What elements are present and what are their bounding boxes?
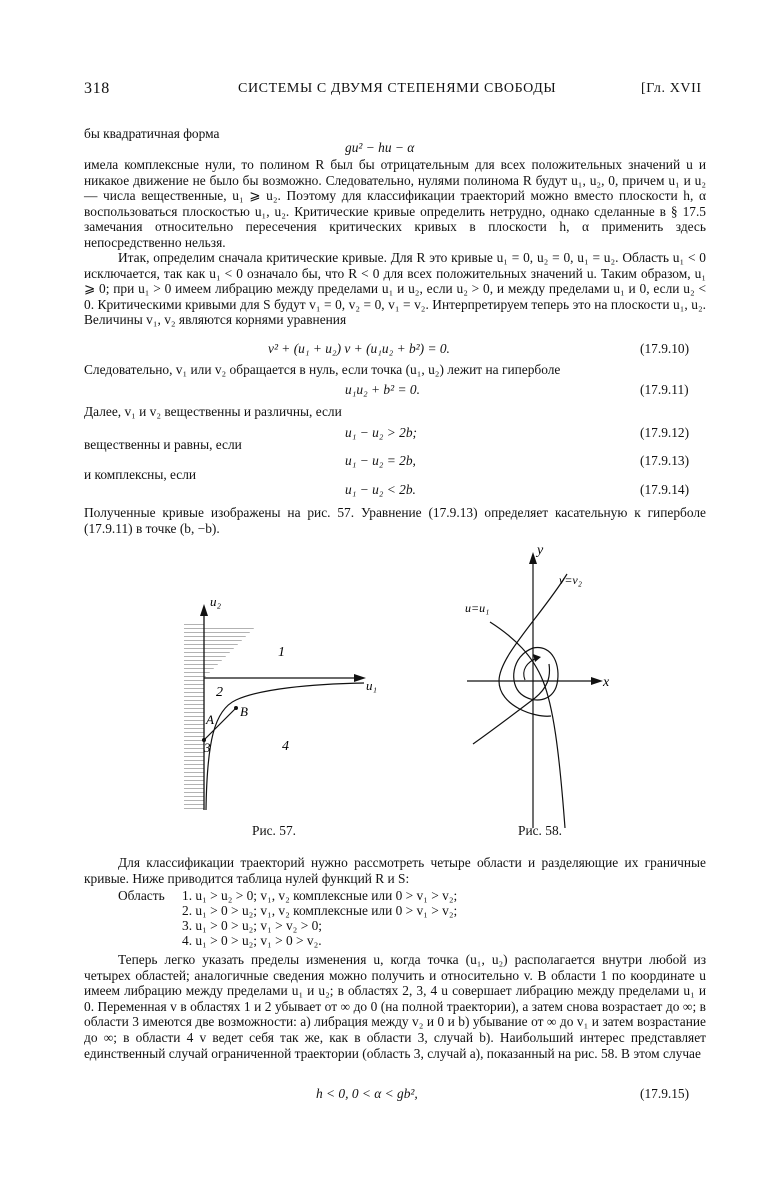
intro-lead: бы квадратичная форма	[84, 126, 220, 141]
classification-row: 1. u₁ > u₂ > 0; v₁, v₂ комплексные или 0 > v₁ > v₂;	[182, 888, 458, 903]
point-b-marker	[234, 706, 238, 710]
equation-label: (17.9.13)	[640, 453, 690, 468]
paragraph-2: Итак, определим сначала критические кривые. Для R это кривые u₁ = 0, u₂ = 0, u₁ = u₂. Область u₁ < 0 исключается, так как u₁ < 0 означало бы, что R < 0 для всех положительных значений u. Таким образом, u₁ ⩾ 0; при u₁ > 0 имеем либрацию между пределами u₁ и u₂, если u₂ > 0, и между пределами u₁ и 0, если u₂ < 0. Критическими кривыми для S будут v₁ = 0, v₂ = 0, v₁ = v₂. Интерпретируем теперь это на плоскости u₁, u₂. Величины v₁, v₂ являются корнями уравнения	[84, 250, 706, 328]
u1-arrow-icon	[354, 674, 366, 682]
quadratic-form: gu² − hu − α	[345, 140, 415, 155]
connector-4: и комплексны, если	[84, 467, 197, 482]
classification-row: 3. u₁ > 0 > u₂; v₁ > v₂ > 0;	[182, 918, 323, 933]
figure-57-caption: Рис. 57.	[252, 823, 296, 838]
connector-2: Далее, v₁ и v₂ вещественны и различны, если	[84, 404, 342, 419]
connector-5: Полученные кривые изображены на рис. 57. Уравнение (17.9.13) определяет касательную к гиперболе (17.9.11) в точке (b, −b).	[84, 505, 706, 536]
equation-label: (17.9.15)	[640, 1086, 690, 1101]
x-axis-label: x	[603, 675, 610, 690]
equation-formula: v² + (u₁ + u₂) v + (u₁u₂ + b²) = 0.	[268, 341, 450, 356]
figure-58	[455, 538, 625, 830]
classification-intro: Для классификации траекторий нужно рассмотреть четыре области и разделяющие их граничные кривые. Ниже приводится таблица нулей функций R и S:	[84, 855, 706, 886]
classification-row: 2. u₁ > 0 > u₂; v₁, v₂ комплексные или 0 > v₁ > v₂;	[182, 903, 458, 918]
region-3-label: 3	[204, 740, 211, 755]
equation-label: (17.9.14)	[640, 482, 690, 497]
page-number: 318	[84, 80, 110, 97]
y-axis-label: y	[537, 543, 544, 558]
chapter-label: [Гл. XVII	[641, 81, 702, 96]
running-title: СИСТЕМЫ С ДВУМЯ СТЕПЕНЯМИ СВОБОДЫ	[238, 81, 557, 96]
curve-u-label: u=u₁	[465, 601, 490, 615]
region-2-label: 2	[216, 685, 223, 700]
x-arrow-icon	[591, 677, 603, 685]
hatched-region-left	[184, 622, 204, 810]
paragraph-1: имела комплексные нули, то полином R был бы отрицательным для всех положительных значений u и никакое движение не было бы возможно. Следовательно, нулями полинома R будут u₁, u₂, 0, причем u₁ и u₂ — числа вещественные, u₁ ⩾ u₂. Поэтому для классификации траекторий можно вместо плоскости h, α воспользоваться плоскостью u₁, u₂. Критические кривые определить нетрудно, однако сделанные в § 17.5 замечания относительно пересечения критических кривых в плоскости h, α применить здесь непосредственно нельзя.	[84, 157, 706, 250]
equation-formula: u₁ − u₂ < 2b.	[345, 482, 416, 497]
figure-57	[170, 592, 400, 822]
figure-58-caption: Рис. 58.	[518, 823, 562, 838]
equation-formula: u₁ − u₂ > 2b;	[345, 425, 418, 440]
equation-label: (17.9.12)	[640, 425, 690, 440]
classification-prefix: Область	[118, 888, 165, 903]
u2-axis-label: u₂	[210, 594, 222, 609]
u2-arrow-icon	[200, 604, 208, 616]
equation-formula: u₁ − u₂ = 2b,	[345, 453, 416, 468]
connector-3: вещественны и равны, если	[84, 437, 242, 452]
curve-u	[490, 622, 565, 828]
closing-paragraph: Теперь легко указать пределы изменения u, когда точка (u₁, u₂) располагается внутри любой из четырех областей; аналогичные сведения можно получить и относительно v. В области 1 по координате u имеем либрацию между пределами u₁ и u₂; в областях 2, 3, 4 u совершает либрацию между пределами u₁ и 0. Переменная v в областях 1 и 2 убывает от ∞ до 0 (на полной траектории), а затем снова возрастает до ∞; в области 3 имеются две возможности: a) либрация между v₂ и 0 и b) убывание от ∞ до v₁ и затем возрастание до ∞; в области 4 v ведет себя так же, как в области 3, случай b). Наибольший интерес представляет единственный случай ограниченной траектории (область 3, случай a), показанный на рис. 58. В этом случае	[84, 952, 706, 1061]
region-1-label: 1	[278, 645, 285, 660]
point-a-label: A	[206, 712, 214, 727]
curve-v-label: v=v₂	[559, 573, 582, 587]
hatched-triangle	[204, 626, 256, 678]
equation-formula: u₁u₂ + b² = 0.	[345, 382, 420, 397]
connector-1: Следовательно, v₁ или v₂ обращается в нуль, если точка (u₁, u₂) лежит на гиперболе	[84, 362, 561, 377]
classification-row: 4. u₁ > 0 > u₂; v₁ > 0 > v₂.	[182, 933, 322, 948]
equation-label: (17.9.11)	[640, 382, 689, 397]
point-b-label: B	[240, 704, 248, 719]
y-arrow-icon	[529, 552, 537, 564]
equation-label: (17.9.10)	[640, 341, 690, 356]
u1-axis-label: u₁	[366, 678, 378, 693]
equation-formula: h < 0, 0 < α < gb²,	[316, 1086, 418, 1101]
region-4-label: 4	[282, 739, 289, 754]
trajectory-arrowhead-icon	[533, 654, 541, 662]
